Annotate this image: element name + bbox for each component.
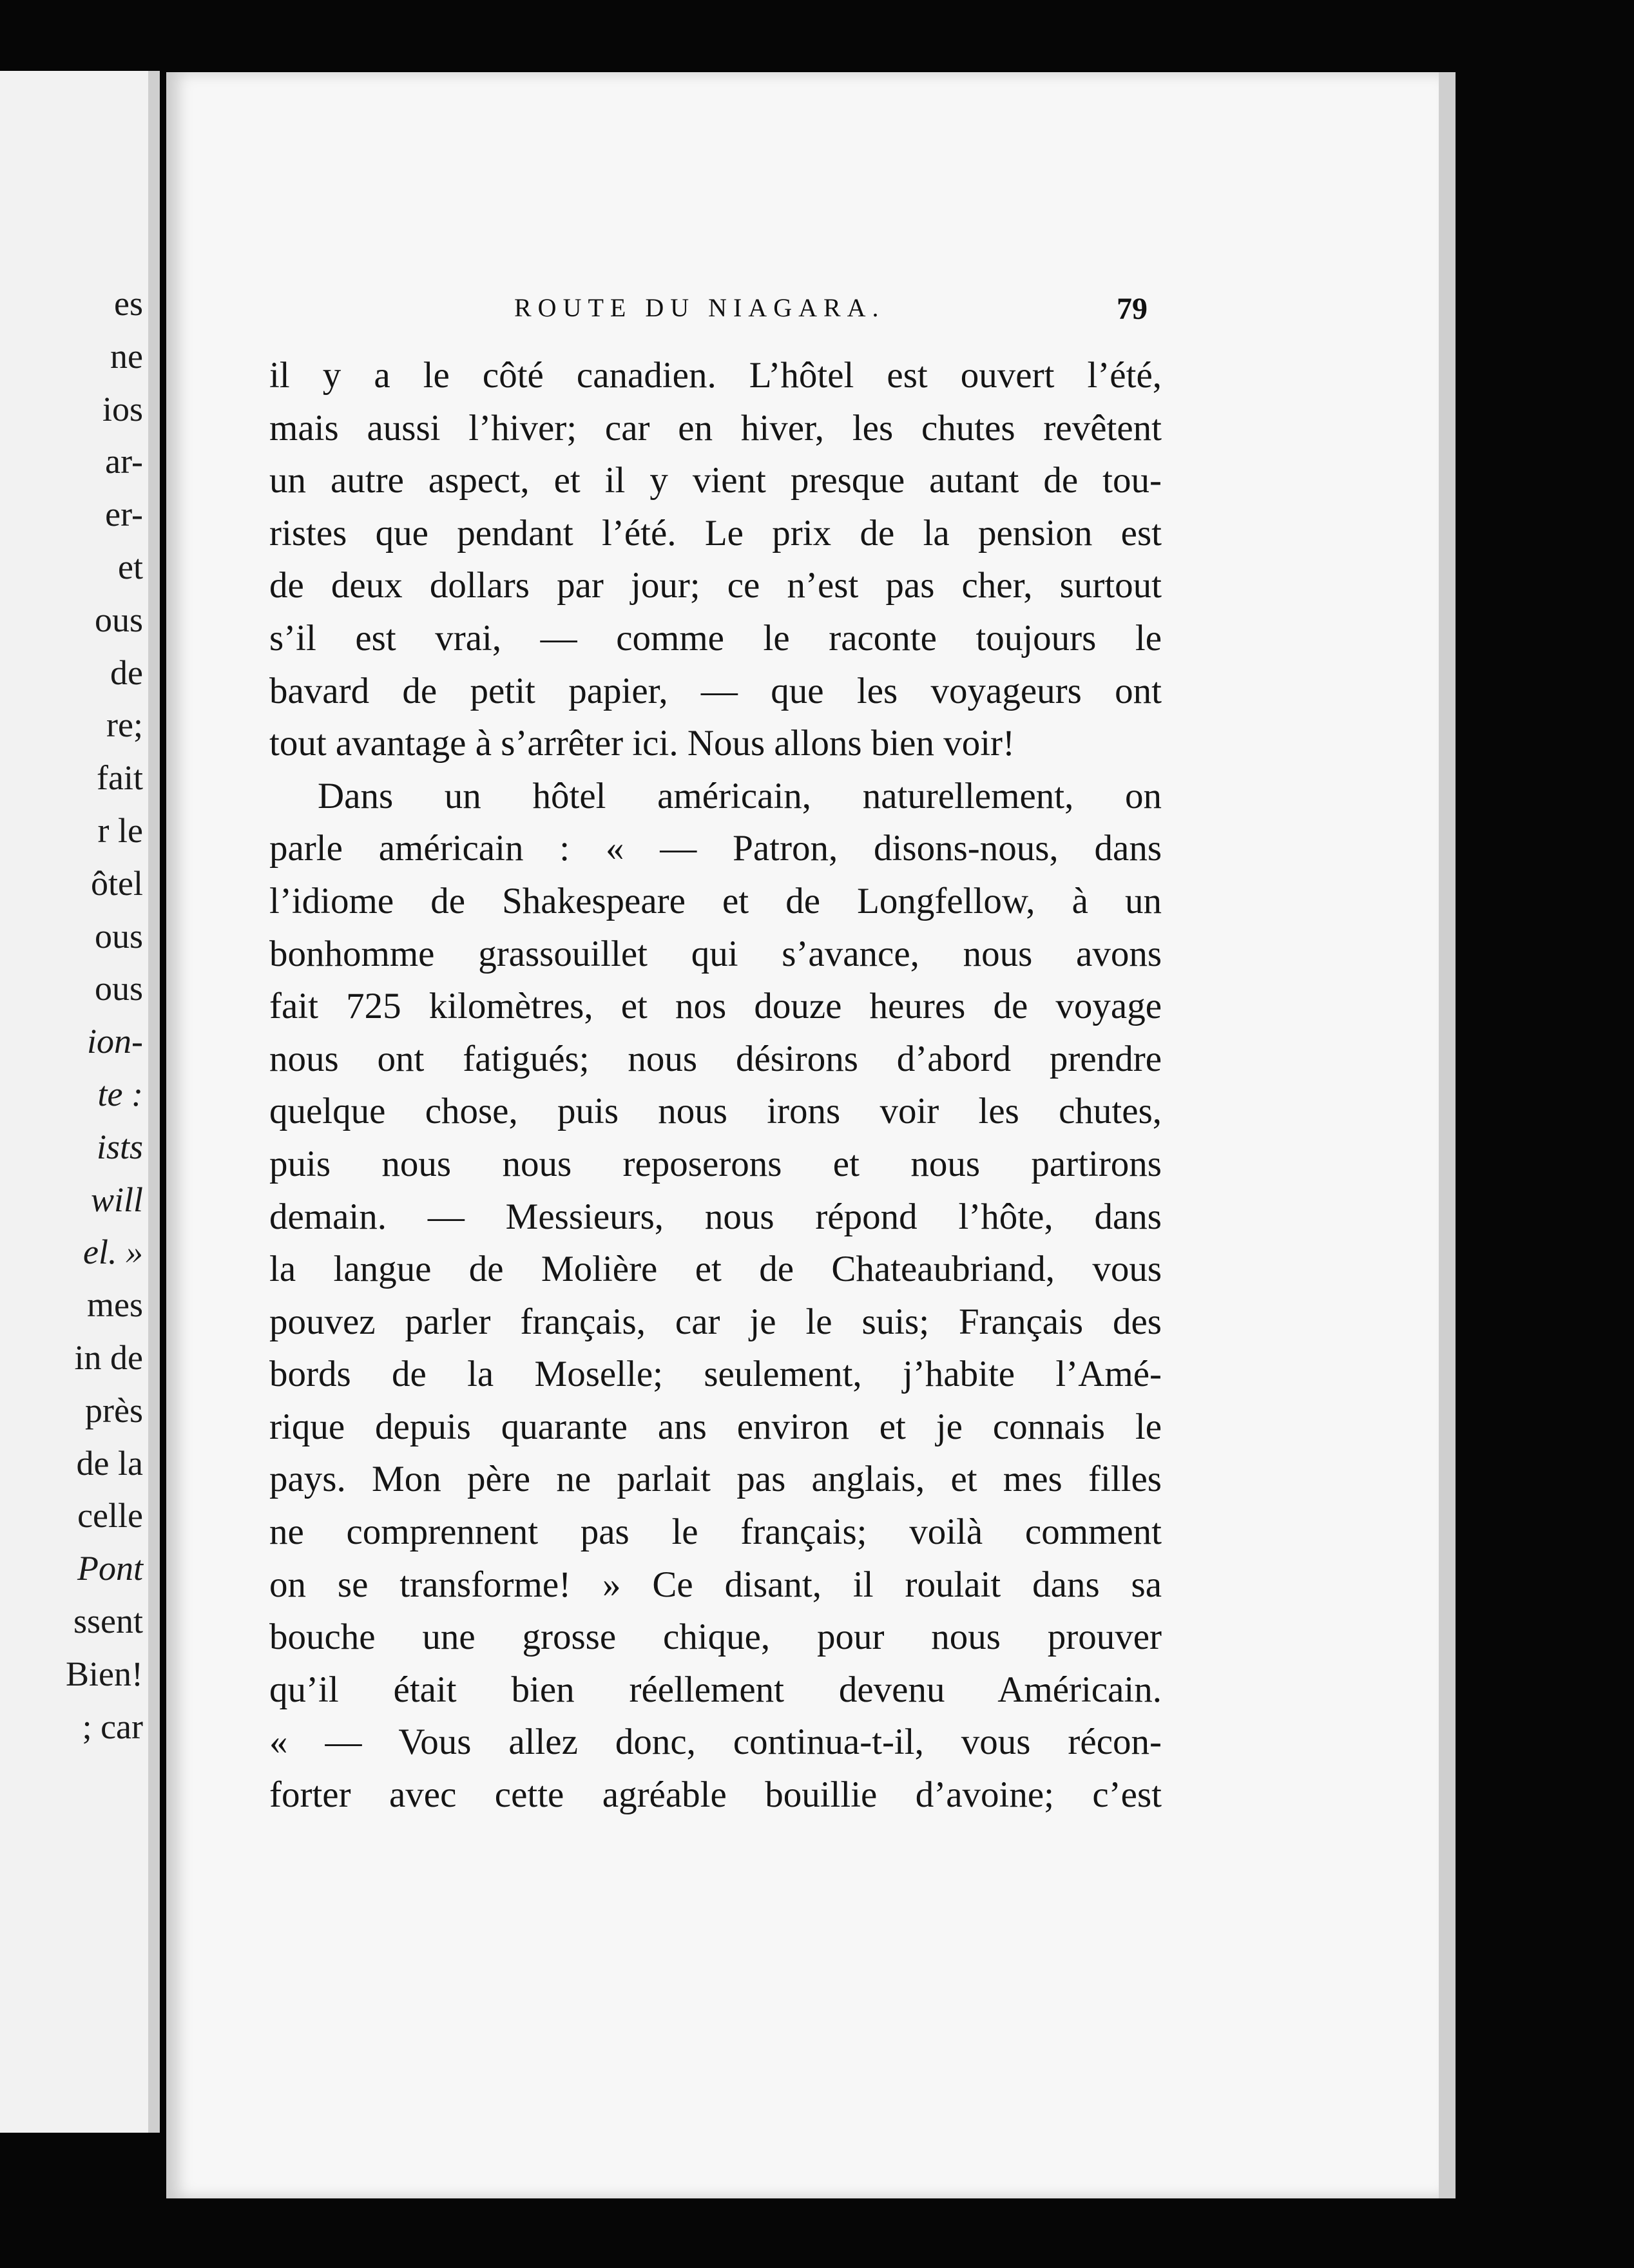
left-page-fragment: es [114,284,143,323]
left-page-fragment: ous [94,969,143,1008]
body-text [269,349,1162,1821]
text-line: fait 725 kilomètres, et nos douze heures de voyage [269,986,1162,1027]
text-line: demain. — Messieurs, nous répond l’hôte, dans [269,1196,1162,1237]
left-page-fragment: te : [97,1075,143,1113]
left-page-fragment: re; [106,706,143,745]
previous-page-edge [0,71,160,2133]
text-line: mais aussi l’hiver; car en hiver, les chutes revêtent [269,407,1162,448]
left-page-fragment: will [90,1180,143,1219]
left-page-fragment: ists [96,1127,143,1166]
left-page-fragment: Bien! [66,1654,143,1693]
text-line: on se transforme! » Ce disant, il roulait dans sa [269,1564,1162,1605]
text-line: s’il est vrai, — comme le raconte toujours le [269,617,1162,658]
page-number: 79 [1117,292,1148,326]
book-page [166,72,1456,2198]
left-page-fragment: de la [76,1443,143,1483]
text-line: bavard de petit papier, — que les voyageurs ont [269,670,1162,711]
text-line: l’idiome de Shakespeare et de Longfellow, à un [269,880,1162,921]
text-line: rique depuis quarante ans environ et je connais le [269,1406,1162,1447]
left-page-fragment: ar- [105,442,143,481]
left-page-fragment: mes [87,1285,143,1325]
left-page-fragment: près [85,1390,143,1430]
left-page-fragment: ; car [82,1707,143,1746]
text-line: « — Vous allez donc, continua-t-il, vous récon- [269,1722,1162,1763]
text-line: ne comprennent pas le français; voilà comment [269,1512,1162,1553]
text-line: pouvez parler français, car je le suis; Français des [269,1301,1162,1342]
left-page-fragment: ion- [87,1022,143,1061]
running-head: ROUTE DU NIAGARA. [514,293,885,322]
left-page-fragment: ios [102,389,143,428]
left-page-fragment: er- [105,495,143,534]
left-page-fragment: ssent [73,1602,143,1640]
text-line: bouche une grosse chique, pour nous prouver [269,1617,1162,1658]
text-line: nous ont fatigués; nous désirons d’abord prendre [269,1038,1162,1079]
left-page-fragment: r le [97,811,143,850]
left-page-fragment: fait [97,758,143,798]
left-page-fragment: et [118,548,143,586]
text-line: Dans un hôtel américain, naturellement, on [318,775,1162,816]
left-page-fragment: ôtel [91,863,143,903]
left-page-fragment: ous [94,916,143,956]
left-page-fragment: de [110,653,143,692]
text-line: puis nous nous reposerons et nous partirons [269,1143,1162,1184]
text-line: bords de la Moselle; seulement, j’habite l’Amé- [269,1354,1162,1395]
left-page-fragment: in de [74,1338,143,1377]
text-line: bonhomme grassouillet qui s’avance, nous avons [269,933,1162,974]
text-line: parle américain : « — Patron, disons-nous, dans [269,828,1162,869]
left-page-fragment: Pont [77,1549,143,1588]
left-page-fragment: ne [110,336,143,376]
text-line: quelque chose, puis nous irons voir les chutes, [269,1091,1162,1132]
left-page-fragment: el. » [83,1233,143,1272]
text-line: pays. Mon père ne parlait pas anglais, et mes filles [269,1459,1162,1500]
text-line: un autre aspect, et il y vient presque autant de tou- [269,460,1162,501]
text-line: de deux dollars par jour; ce n’est pas cher, surtout [269,565,1162,606]
text-line: forter avec cette agréable bouillie d’avoine; c’est [269,1774,1162,1816]
left-page-fragment: celle [77,1496,143,1535]
text-line: il y a le côté canadien. L’hôtel est ouvert l’été, [269,355,1162,396]
text-line: ristes que pendant l’été. Le prix de la pension est [269,512,1162,553]
text-line: tout avantage à s’arrêter ici. Nous allons bien voir! [269,723,1015,764]
text-line: qu’il était bien réellement devenu Américain. [269,1669,1162,1710]
left-page-fragment: ous [94,600,143,639]
text-line: la langue de Molière et de Chateaubriand, vous [269,1249,1162,1290]
